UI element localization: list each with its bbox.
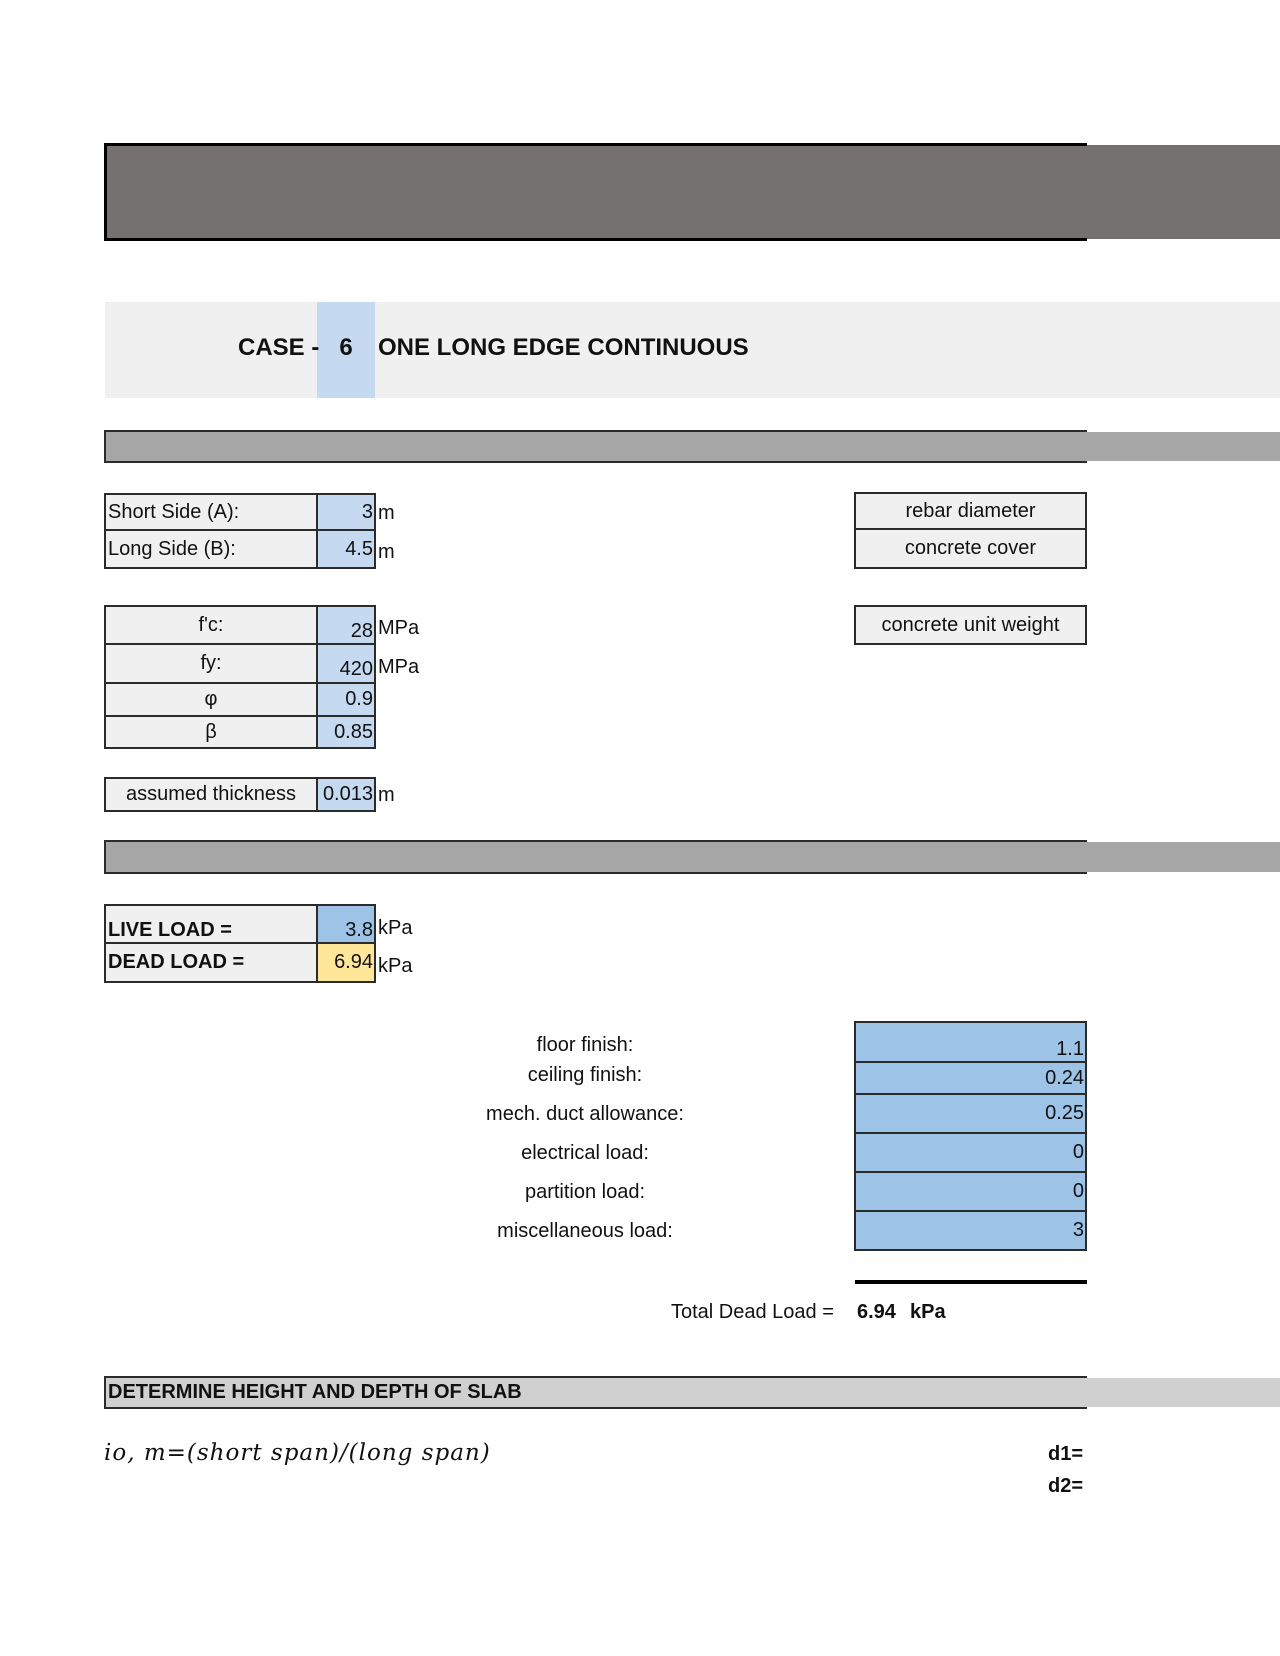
long-side-label: Long Side (B):: [104, 529, 318, 569]
fy-value[interactable]: 420: [316, 643, 376, 684]
partition-load-value[interactable]: 0: [854, 1171, 1087, 1212]
assumed-thickness-value[interactable]: 0.013: [316, 777, 376, 812]
live-load-value[interactable]: 3.8: [316, 904, 376, 944]
long-side-value[interactable]: 4.5: [316, 529, 376, 569]
misc-load-value[interactable]: 3: [854, 1210, 1087, 1251]
floor-finish-label: floor finish:: [536, 1034, 634, 1056]
total-dead-load-unit: kPa: [910, 1301, 946, 1323]
total-divider: [855, 1280, 1087, 1284]
mech-duct-value[interactable]: 0.25: [854, 1093, 1087, 1134]
determine-section-bar-extension: [1087, 1378, 1280, 1407]
short-side-label: Short Side (A):: [104, 493, 318, 531]
fc-value[interactable]: 28: [316, 605, 376, 645]
fy-unit: MPa: [378, 656, 420, 678]
case-number[interactable]: 6: [339, 334, 353, 361]
ceiling-finish-label: ceiling finish:: [527, 1064, 643, 1086]
long-side-unit: m: [378, 541, 395, 563]
short-side-unit: m: [378, 502, 395, 524]
fy-label: fy:: [104, 643, 318, 684]
misc-load-label: miscellaneous load:: [497, 1220, 673, 1242]
d2-label: d2=: [1048, 1475, 1084, 1497]
electrical-load-value[interactable]: 0: [854, 1132, 1087, 1173]
phi-value[interactable]: 0.9: [316, 682, 376, 717]
dead-load-value[interactable]: 6.94: [316, 942, 376, 983]
live-load-label: LIVE LOAD =: [104, 904, 318, 944]
assumed-thickness-unit: m: [378, 784, 395, 806]
beta-label: β: [104, 715, 318, 749]
dead-load-unit: kPa: [378, 955, 413, 977]
section-bar-2-extension: [1087, 842, 1280, 872]
assumed-thickness-label: assumed thickness: [104, 777, 318, 812]
dead-load-label: DEAD LOAD =: [104, 942, 318, 983]
span-ratio-formula: io, m=(short span)/(long span): [104, 1440, 491, 1466]
total-dead-load-label: Total Dead Load =: [671, 1301, 834, 1323]
electrical-load-label: electrical load:: [521, 1142, 649, 1164]
section-bar-2: [104, 840, 1087, 874]
case-prefix: CASE -: [238, 334, 320, 361]
total-dead-load-value: 6.94: [857, 1301, 896, 1323]
section-bar-1-extension: [1087, 432, 1280, 461]
concrete-unit-weight-label: concrete unit weight: [854, 605, 1087, 645]
mech-duct-label: mech. duct allowance:: [486, 1103, 684, 1125]
title-banner: [104, 143, 1087, 241]
section-bar-1: [104, 430, 1087, 463]
title-banner-extension: [1087, 145, 1280, 239]
partition-load-label: partition load:: [524, 1181, 646, 1203]
rebar-diameter-label: rebar diameter: [854, 492, 1087, 530]
short-side-value[interactable]: 3: [316, 493, 376, 531]
concrete-cover-label: concrete cover: [854, 528, 1087, 569]
determine-section-title: DETERMINE HEIGHT AND DEPTH OF SLAB: [108, 1381, 522, 1403]
live-load-unit: kPa: [378, 917, 413, 939]
phi-label: φ: [104, 682, 318, 717]
fc-label: f'c:: [104, 605, 318, 645]
case-title: ONE LONG EDGE CONTINUOUS: [378, 334, 749, 361]
fc-unit: MPa: [378, 617, 420, 639]
ceiling-finish-value[interactable]: 0.24: [854, 1061, 1087, 1095]
d1-label: d1=: [1048, 1443, 1084, 1465]
floor-finish-value[interactable]: 1.1: [854, 1021, 1087, 1063]
beta-value[interactable]: 0.85: [316, 715, 376, 749]
